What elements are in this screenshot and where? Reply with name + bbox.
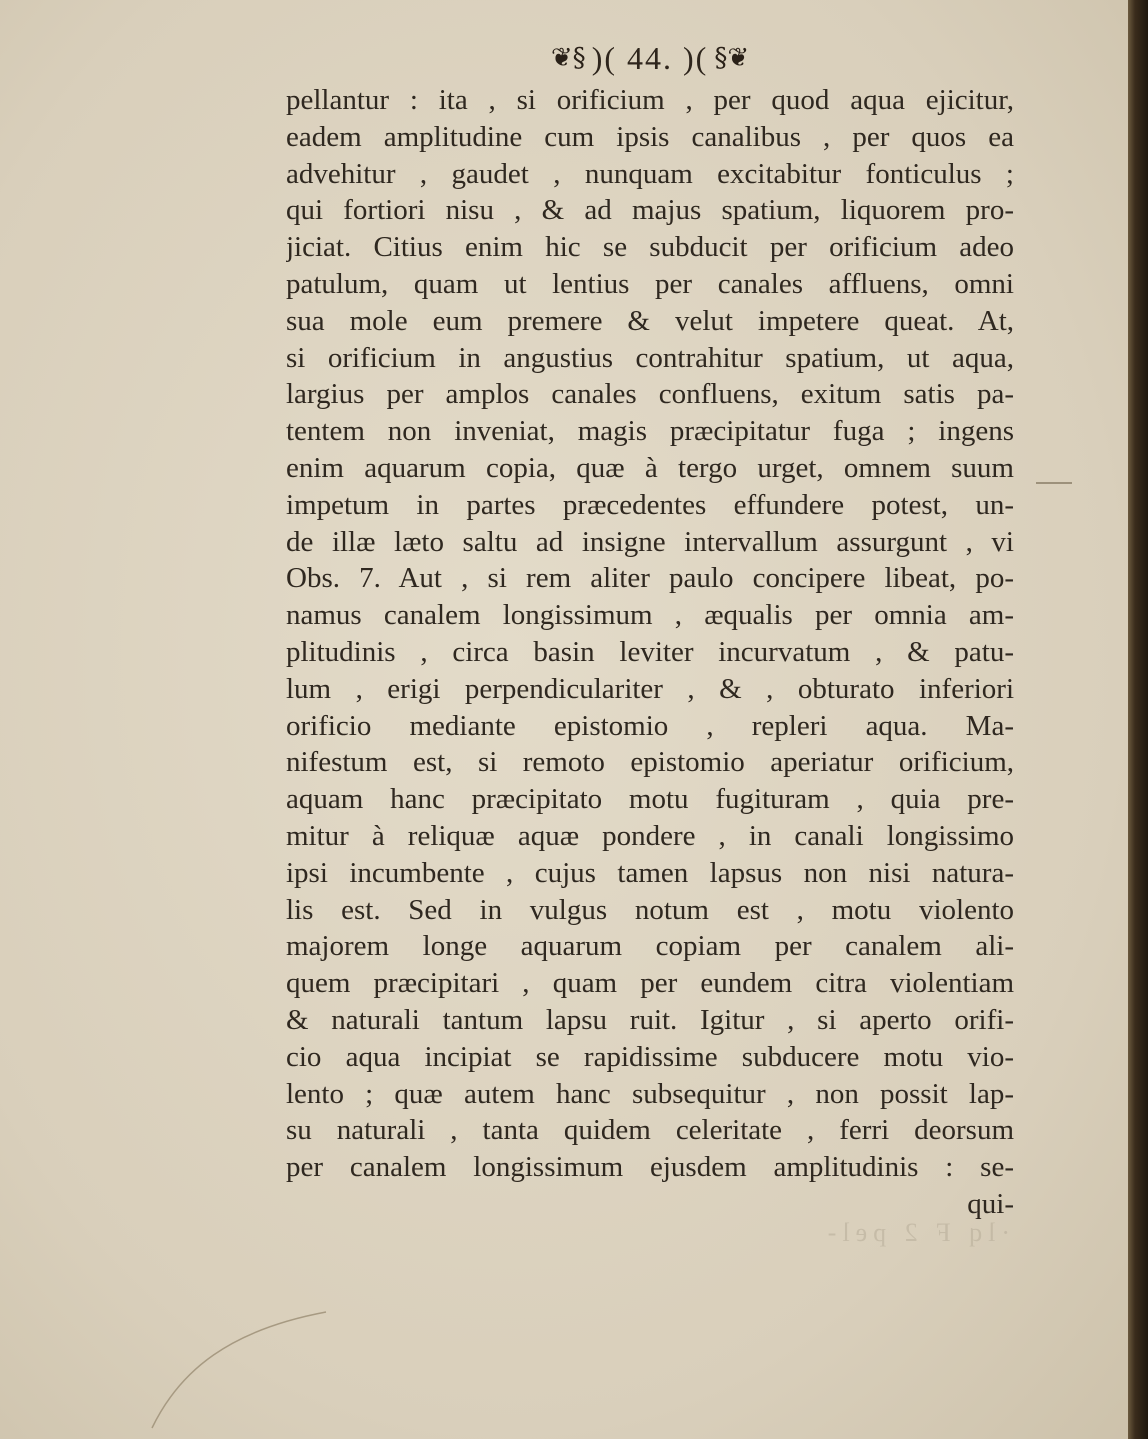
book-gutter-edge [1128, 0, 1148, 1439]
text-line: qui fortiori nisu , & ad majus spatium, liquorem pro- [286, 194, 1014, 227]
page-header [520, 38, 780, 78]
text-line: lum , erigi perpendiculariter , & , obturato inferiori [286, 672, 1014, 705]
bleed-through-text: ·lq F 2 pel- [821, 1218, 1010, 1247]
text-line: largius per amplos canales confluens, exitum satis pa- [286, 378, 1014, 411]
text-line: ipsi incumbente , cujus tamen lapsus non nisi natura- [286, 856, 1014, 889]
page-number: )( 44. )( [591, 39, 709, 76]
text-line: tentem non inveniat, magis præcipitatur fuga ; ingens [286, 415, 1014, 448]
text-line: pellantur : ita , si orificium , per quod aqua ejicitur, [286, 84, 1014, 116]
text-line: mitur à reliquæ aquæ pondere , in canali longissimo [286, 819, 1014, 852]
right-ornament-icon: §❦ [714, 43, 750, 73]
text-line: advehitur , gaudet , nunquam excitabitur fonticulus ; [286, 157, 1014, 190]
text-line: namus canalem longissimum , æqualis per omnia am- [286, 599, 1014, 632]
text-line: impetum in partes præcedentes effundere potest, un- [286, 488, 1014, 521]
text-line: & naturali tantum lapsu ruit. Igitur , si aperto orifi- [286, 1003, 1014, 1036]
text-line: eadem amplitudine cum ipsis canalibus , per quos ea [286, 120, 1014, 153]
text-line: quem præcipitari , quam per eundem citra violentiam [286, 967, 1014, 1000]
text-line: si orificium in angustius contrahitur spatium, ut aqua, [286, 341, 1014, 374]
text-line: nifestum est, si remoto epistomio aperiatur orificium, [286, 746, 1014, 779]
body-text [286, 82, 1014, 1223]
text-line: de illæ læto saltu ad insigne intervallum assurgunt , vi [286, 525, 1014, 558]
text-line: sua mole eum premere & velut impetere queat. At, [286, 304, 1014, 337]
text-line: Obs. 7. Aut , si rem aliter paulo concipere libeat, po- [286, 562, 1014, 595]
text-line: patulum, quam ut lentius per canales affluens, omni [286, 267, 1014, 300]
text-line: jiciat. Citius enim hic se subducit per orificium adeo [286, 231, 1014, 264]
text-line: per canalem longissimum ejusdem amplitudinis : se- [286, 1151, 1014, 1184]
text-line: enim aquarum copia, quæ à tergo urget, omnem suum [286, 451, 1014, 484]
margin-mark [1036, 482, 1072, 484]
left-ornament-icon: ❦§ [550, 43, 586, 73]
text-line: plitudinis , circa basin leviter incurvatum , & patu- [286, 635, 1014, 668]
text-line: cio aqua incipiat se rapidissime subducere motu vio- [286, 1040, 1014, 1073]
text-line: lis est. Sed in vulgus notum est , motu violento [286, 893, 1014, 926]
text-line: lento ; quæ autem hanc subsequitur , non possit lap- [286, 1077, 1014, 1110]
text-line: aquam hanc præcipitato motu fugituram , quia pre- [286, 783, 1014, 816]
paper-crease-mark [150, 1300, 330, 1430]
catchword: qui- [967, 1187, 1014, 1220]
text-line: orificio mediante epistomio , repleri aqua. Ma- [286, 709, 1014, 742]
text-line: majorem longe aquarum copiam per canalem ali- [286, 930, 1014, 963]
text-line: su naturali , tanta quidem celeritate , ferri deorsum [286, 1114, 1014, 1147]
